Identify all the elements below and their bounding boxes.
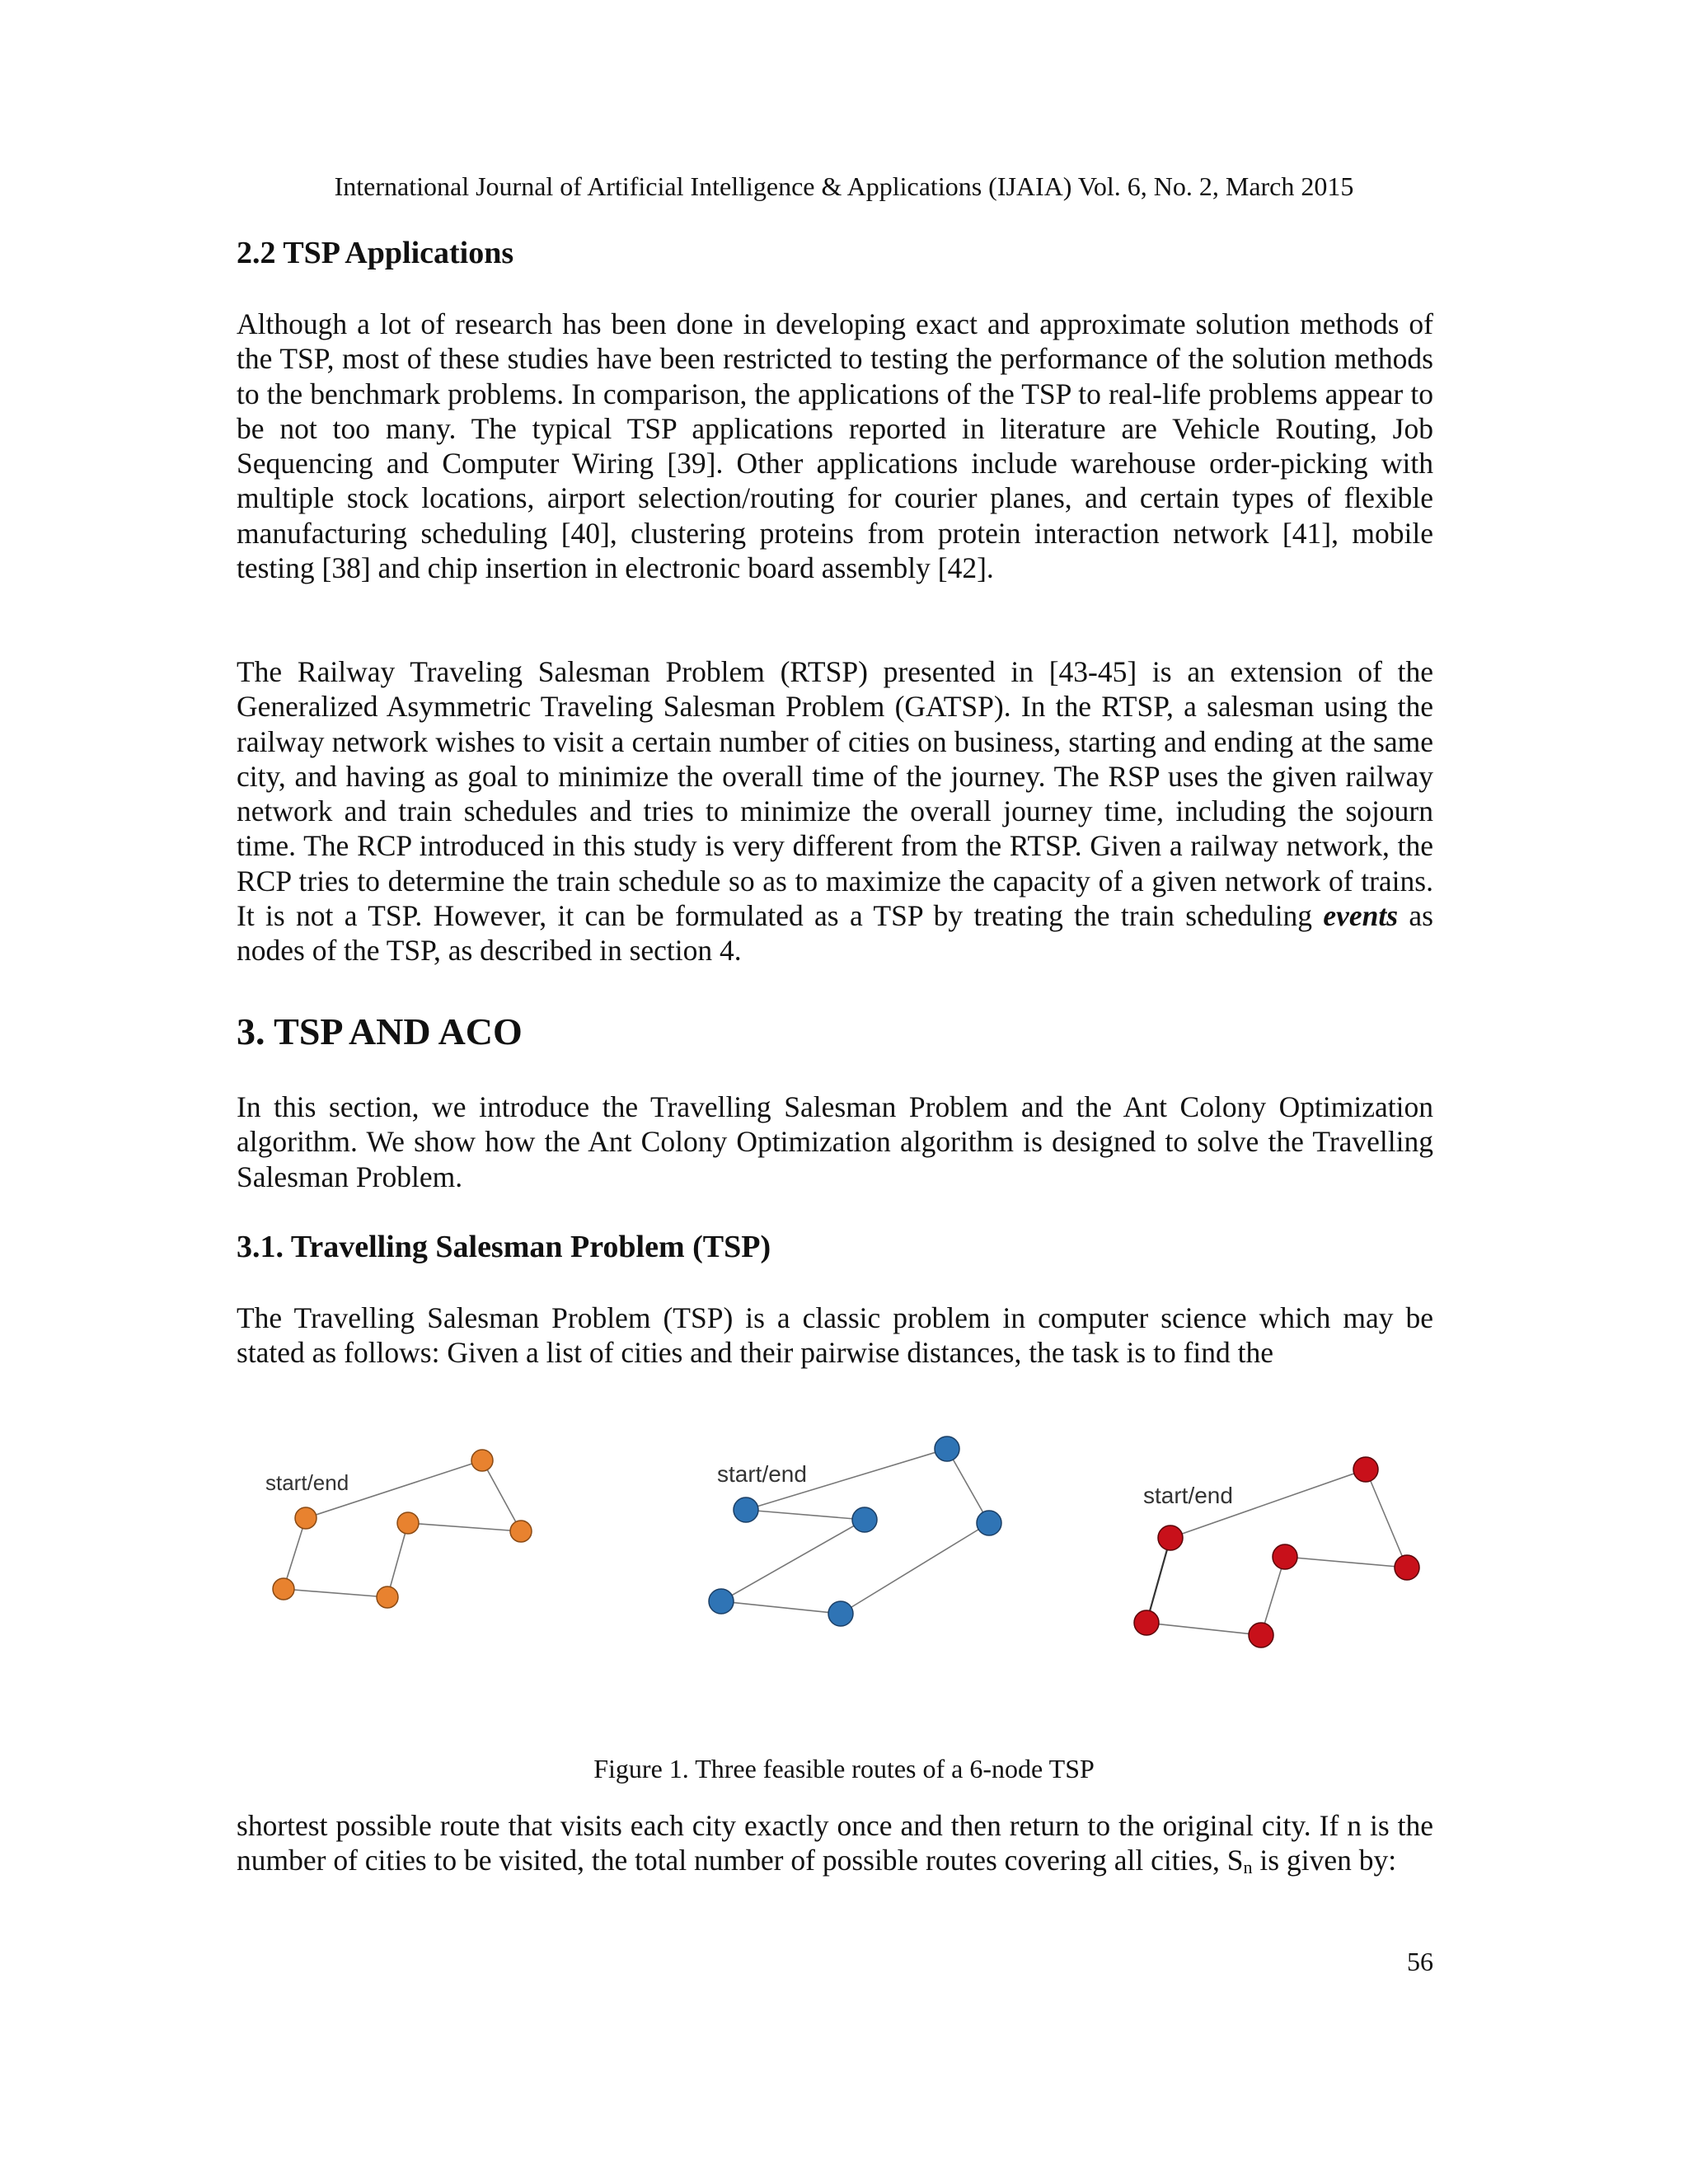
start-end-label: start/end [265,1470,349,1495]
route-node [1395,1555,1419,1580]
text-run: The Railway Traveling Salesman Problem (RTSP) presented in [43-45] is an extension of the Generalized Asymmetric Traveling Salesman Problem (GATSP). In the RTSP, a salesman using the railway network wishes to visit a certain number of cities on business, starting and ending at the same city, and having as goal to minimize the overall time of the journey. The RSP uses the given railway network and train schedules and tries to minimize the overall journey time, including the sojourn time. The RCP introduced in this study is very different from the RTSP. Given a railway network, the RCP tries to determine the train schedule so as to maximize the capacity of a given network of trains. It is not a TSP. However, it can be formulated as a TSP by treating the train scheduling [237,655,1433,933]
paragraph [237,654,1433,968]
route-edge [387,1523,408,1597]
route-node [852,1507,877,1532]
route-edge [482,1460,521,1531]
route-node [828,1601,853,1626]
route-panel-red [1134,1457,1419,1647]
figure-tsp-routes [237,1432,1440,1704]
section-heading: 3. TSP AND ACO [237,1010,523,1052]
emphasis-text: events [1323,899,1399,933]
route-node [935,1436,959,1461]
route-node [1353,1457,1378,1482]
route-node [977,1511,1001,1535]
section-heading: 2.2 TSP Applications [237,236,514,270]
paragraph [237,1301,1433,1371]
text-run: is given by: [1252,1844,1397,1877]
route-edge [746,1510,865,1520]
start-end-label: start/end [1143,1483,1233,1508]
paragraph-text: Although a lot of research has been done in developing exact and approximate solution methods of the TSP, most of these studies have been restricted to testing the performance of the solution methods to the benchmark problems. In comparison, the applications of the TSP to real-life problems appear to be not too many. The typical TSP applications reported in literature are Vehicle Routing, Job Sequencing and Computer Wiring [39]. Other applications include warehouse order-picking with multiple stock locations, airport selection/routing for courier planes, and certain types of flexible manufacturing scheduling [40], clustering proteins from protein interaction network [41], mobile testing [38] and chip insertion in electronic board assembly [42]. [237,307,1433,585]
text-run: shortest possible route that visits each city exactly once and then return to the original city. If n is the number of cities to be visited, the total number of possible routes covering all cities, S [237,1809,1433,1877]
route-node [709,1589,734,1614]
paragraph [237,307,1433,585]
section-2-2 [237,234,1433,272]
route-edge [841,1523,989,1614]
route-node [273,1578,294,1600]
route-edge [408,1523,521,1531]
route-node [295,1507,316,1529]
route-panel-blue [709,1436,1001,1626]
route-node [1249,1623,1273,1647]
paragraph-text: In this section, we introduce the Travelling Salesman Problem and the Ant Colony Optimization algorithm. We show how the Ant Colony Optimization algorithm is designed to solve the Travelling Salesman Problem. [237,1090,1433,1193]
subscript-n: n [1243,1857,1253,1878]
section-3-1 [237,1228,1433,1266]
route-panel-orange [265,1450,532,1608]
start-end-label: start/end [717,1461,807,1487]
figure-caption: Figure 1. Three feasible routes of a 6-node TSP [593,1754,1095,1783]
route-node [397,1512,419,1534]
route-edge [284,1589,387,1597]
route-node [377,1586,398,1608]
paragraph-text [237,654,1433,968]
route-edge [1146,1623,1261,1635]
route-edge [1146,1538,1170,1623]
figure-graphic [237,1432,1440,1704]
route-node [734,1497,758,1522]
paragraph-text [237,1808,1433,1886]
route-edge [1366,1469,1407,1568]
route-node [1273,1544,1297,1569]
section-3 [237,1009,1433,1055]
text-run: as nodes of the TSP, as described in section 4. [237,899,1433,968]
paragraph-text: The Travelling Salesman Problem (TSP) is a classic problem in computer science which may be stated as follows: Given a list of cities and their pairwise distances, the task is to find the [237,1301,1433,1370]
route-node [471,1450,493,1471]
route-node [1134,1610,1159,1635]
route-node [510,1521,532,1542]
page-number: 56 [1407,1947,1433,1976]
section-heading: 3.1. Travelling Salesman Problem (TSP) [237,1230,771,1264]
route-edge [721,1520,865,1601]
running-header: International Journal of Artificial Intelligence & Applications (IJAIA) Vol. 6, No. 2, March 2015 [334,171,1354,201]
paragraph [237,1808,1433,1886]
route-edge [721,1601,841,1614]
route-edge [1285,1557,1407,1568]
route-node [1158,1526,1183,1550]
paragraph [237,1090,1433,1194]
